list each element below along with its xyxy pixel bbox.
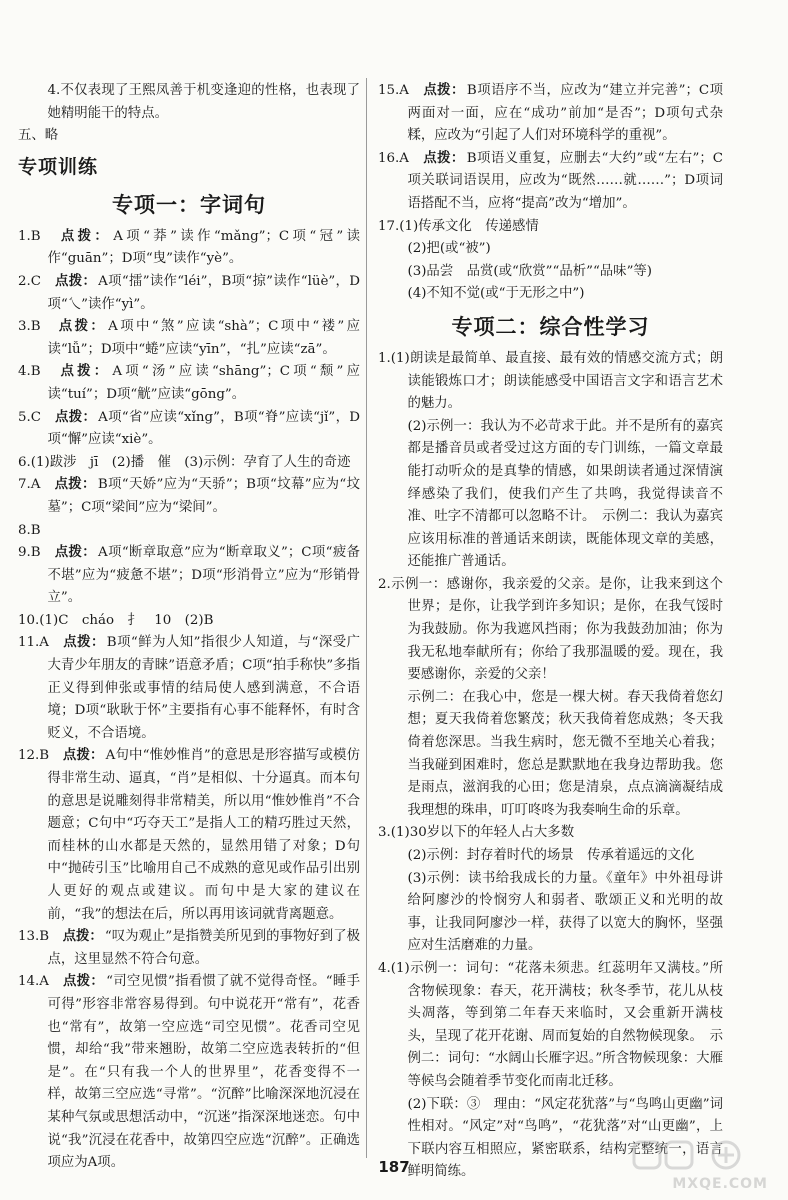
answer-paragraph <box>378 283 723 306</box>
hint-label: 点拨： <box>55 409 97 425</box>
answer-text: 示例二：在我心中，您是一棵大树。春天我倚着您幻想；夏天我倚着您繁茂；秋天我倚着您成熟；冬天我倚着您深思。当我生病时，您无微不至地关心着我；当我碰到困难时，您总是默默地在我身边帮助我。您是雨点，滋润我的心田；您是清泉，点点滴滴凝结成我理想的珠串，叮叮咚咚为我奏响生命的乐章。 <box>407 689 723 818</box>
answer-text: (3)示例：读书给我成长的力量。《童年》中外祖母讲给阿廖沙的怜悯穷人和弱者、歌颂正义和光明的故事，让我同阿廖沙一样，获得了以宽大的胸怀，坚强应对生活磨难的力量。 <box>407 870 723 954</box>
answer-paragraph <box>378 574 723 687</box>
subsection-title: 专项一：字词句 <box>112 192 266 217</box>
answer-number: 16.A <box>378 150 409 166</box>
answer-paragraph <box>378 687 723 823</box>
answer-text: 五、略 <box>18 128 59 144</box>
answer-text: (2)下联：③ 理由：“风定花犹落”与“鸟鸣山更幽”词性相对。“风定”对“鸟鸣”，“花犹落”对“山更幽”，上下联内容互相照应，紧密联系，结构完整统一，语言鲜明简练。 <box>407 1096 723 1180</box>
answer-paragraph <box>378 868 723 958</box>
answer-text: (4)不知不觉(或“于无形之中”) <box>407 286 585 302</box>
hint-label: 点拨： <box>63 635 105 651</box>
answer-number: 4.B <box>18 364 41 380</box>
answer-paragraph <box>18 971 360 1174</box>
answer-paragraph <box>18 361 360 406</box>
answer-text: B项“天娇”应为“天骄”；B项“坟幕”应为“坟墓”；C项“梁间”应为“梁间”。 <box>47 477 361 515</box>
answer-paragraph <box>18 926 360 971</box>
answer-paragraph <box>18 745 360 926</box>
answer-number: 9.B <box>18 545 41 561</box>
hint-label: 点拨： <box>58 319 107 335</box>
answer-number: 12.B <box>18 748 50 764</box>
answer-paragraph <box>18 610 360 633</box>
answer-text: 4.(1)示例一：词句：“花落未须悲。红蕊明年又满枝。”所含物候现象：春天，花开满枝；秋冬季节，花儿从枝头凋落，等到第二年春天来临时，又会重新开满枝头，呈现了花开花谢、周而复始的自然物候现象。 示例二：词句：“水阔山长雁字迟。”所含物候现象：大雁等候鸟会随着季节变化而南北迁移。 <box>378 960 723 1089</box>
right-column <box>378 80 723 1184</box>
answer-text: 3.(1)30岁以下的年轻人占大多数 <box>378 825 575 841</box>
answer-text: A句中“惟妙惟肖”的意思是形容描写或模仿得非常生动、逼真，“肖”是相似、十分逼真。而本句的意思是说雕刻得非常精美，所以用“惟妙惟肖”不合题意；C句中“巧夺天工”是指人工的精巧胜过天然，而桂林的山水都是天然的，显然用错了对象；D句中“抛砖引玉”比喻用自己不成熟的意见或作品引出别人更好的观点或建议。而句中是大家的建议在前，“我”的想法在后，所以再用该词就背离题意。 <box>47 748 360 922</box>
answer-paragraph <box>18 271 360 316</box>
answer-paragraph <box>18 542 360 610</box>
watermark-text: MXQE.COM <box>672 1176 768 1192</box>
answer-number: 15.A <box>378 83 409 98</box>
answer-number: 3.B <box>18 319 41 335</box>
answer-number: 2.C <box>18 273 42 289</box>
answer-paragraph <box>378 416 723 574</box>
subsection-title: 专项二：综合性学习 <box>451 314 650 339</box>
answer-paragraph <box>378 261 723 284</box>
answer-number: 7.A <box>18 477 41 493</box>
answer-text: A项“擂”读作“léi”，B项“掠”读作“lüè”，D项“乀”读作“yì”。 <box>47 273 360 312</box>
answer-text: B项语义重复，应删去“大约”或“左右”；C项关联词语误用，应改为“既然……就……”；D项词语搭配不当，应将“提高”改为“增加”。 <box>407 150 724 211</box>
answer-paragraph <box>18 316 360 361</box>
answer-text: 10.(1)C cháo 扌 10 (2)B <box>18 612 214 628</box>
answer-paragraph <box>18 80 360 125</box>
hint-label: 点拨： <box>60 364 111 380</box>
answer-paragraph <box>18 474 360 519</box>
answer-text: 4.不仅表现了王熙凤善于机变逢迎的性格，也表现了她精明能干的特点。 <box>47 83 360 121</box>
hint-label: 点拨： <box>60 228 112 244</box>
hint-label: 点拨： <box>62 748 104 764</box>
answer-text: (2)示例：封存着时代的场景 传承着遥远的文化 <box>407 848 695 863</box>
watermark-logo <box>626 1140 768 1192</box>
answer-paragraph <box>378 822 723 845</box>
answer-paragraph <box>18 632 360 745</box>
answer-text: (3)品尝 品赏(或“欣赏”“品析”“品味”等) <box>407 263 653 279</box>
answer-text: 17.(1)传承文化 传递感情 <box>378 218 539 234</box>
answer-paragraph <box>18 407 360 452</box>
answer-number: 13.B <box>18 929 50 945</box>
answer-paragraph <box>378 148 723 216</box>
answer-paragraph <box>378 348 723 416</box>
column-divider <box>366 78 367 1158</box>
answer-number: 14.A <box>18 974 49 990</box>
answer-paragraph <box>18 452 360 475</box>
hint-label: 点拨： <box>55 273 97 289</box>
answer-text: 1.(1)朗读是最简单、最直接、最有效的情感交流方式；朗读能锻炼口才；朗读能感受中国语言文字和语言艺术的魅力。 <box>378 350 723 412</box>
answer-text: (2)示例一：我认为不必苛求于此。并不是所有的嘉宾都是播音员或者受过这方面的专门训练，一篇文章最能打动听众的是真挚的情感，如果朗读者通过深情演绎感染了我们，使我们产生了共鸣，我觉得读音不准、吐字不清都可以忽略不计。 示例二：我认为嘉宾应该用标准的普通话来朗读，既能体现文章的美感，还能推广普通话。 <box>407 418 723 570</box>
answer-text: 8.B <box>18 522 41 538</box>
answer-text: A项“莽”读作“mǎng”；C项“冠”读作“guān”；D项“曳”读作“yè”。 <box>47 228 361 267</box>
answer-text: A项中“煞”应读“shà”；C项中“褛”应读“lǚ”；D项中“蜷”应读“yīn”，“扎”应读“zā”。 <box>47 319 360 357</box>
answer-text: 2.示例一：感谢你，我亲爱的父亲。是你，让我来到这个世界；是你，让我学到许多知识；是你，在我气馁时为我鼓励。你为我遮风挡雨；你为我鼓劲加油；你为我无私地奉献所有；你给了我那温暖的爱。现在，我要感谢你，亲爱的父亲！ <box>378 576 723 683</box>
left-column <box>18 80 360 1175</box>
answer-paragraph <box>18 520 360 543</box>
answer-number: 5.C <box>18 409 42 425</box>
section-title: 专项训练 <box>18 155 99 178</box>
answer-text: A项“汤”应读“shāng”；C项“颓”应读“tuí”；D项“觥”应读“gōng”。 <box>47 364 361 402</box>
answer-text: 6.(1)跋涉 jī (2)播 催 (3)示例：孕育了人生的奇迹 <box>18 454 351 470</box>
hint-label: 点拨： <box>62 929 103 945</box>
answer-text: “司空见惯”指看惯了就不觉得奇怪。“睡手可得”形容非常容易得到。句中说花开“常有”，花香也“常有”，故第一空应选“司空见惯”。花香司空见惯，却给“我”带来翘盼，故第二空应选表转折的“但是”。在“只有我一个人的世界里”，花香变得不一样，故第三空应选“寻常”。“沉醉”比喻深深地沉浸在某种气氛或思想活动中，“沉迷”指深深地迷恋。句中说“我”沉浸在花香中，故第四空应选“沉醉”。正确选项应为A项。 <box>47 974 361 1171</box>
answer-text: A项“断章取意”应为“断章取义”；C项“疲备不堪”应为“疲惫不堪”；D项“形消骨立”应为“形销骨立”。 <box>47 545 360 606</box>
page-number: 187 <box>378 1158 410 1176</box>
watermark-emblem-icon <box>626 1140 768 1170</box>
answer-paragraph <box>18 226 360 271</box>
hint-label: 点拨： <box>62 974 105 990</box>
answer-number: 11.A <box>18 635 49 651</box>
hint-label: 点拨： <box>423 150 465 166</box>
answer-text: (2)把(或“被”) <box>407 241 491 257</box>
hint-label: 点拨： <box>423 83 465 98</box>
answer-number: 1.B <box>18 228 41 244</box>
answer-paragraph <box>378 80 723 148</box>
answer-paragraph <box>18 125 360 148</box>
answer-text: B项语序不当，应改为“建立并完善”；C项两面对一面，应在“成功”前加“是否”；D项句式杂糅，应改为“引起了人们对环境科学的重视”。 <box>407 83 724 144</box>
answer-paragraph <box>378 216 723 239</box>
answer-paragraph <box>378 958 723 1094</box>
answer-paragraph <box>378 238 723 261</box>
answer-text: B项“鲜为人知”指很少人知道，与“深受广大青少年朋友的青睐”语意矛盾；C项“拍手称快”多指正义得到伸张或事情的结局使人感到满意，不合语境；D项“耿耿于怀”主要指有心事不能释怀，有时含贬义，不合语境。 <box>47 635 360 741</box>
answer-text: A项“省”应读“xǐng”，B项“脊”应读“jǐ”，D项“懈”应读“xiè”。 <box>47 409 361 448</box>
hint-label: 点拨： <box>54 545 97 561</box>
answer-paragraph <box>378 845 723 868</box>
answer-text: “叹为观止”是指赞美所见到的事物好到了极点，这里显然不符合句意。 <box>47 929 360 967</box>
hint-label: 点拨： <box>54 477 96 493</box>
